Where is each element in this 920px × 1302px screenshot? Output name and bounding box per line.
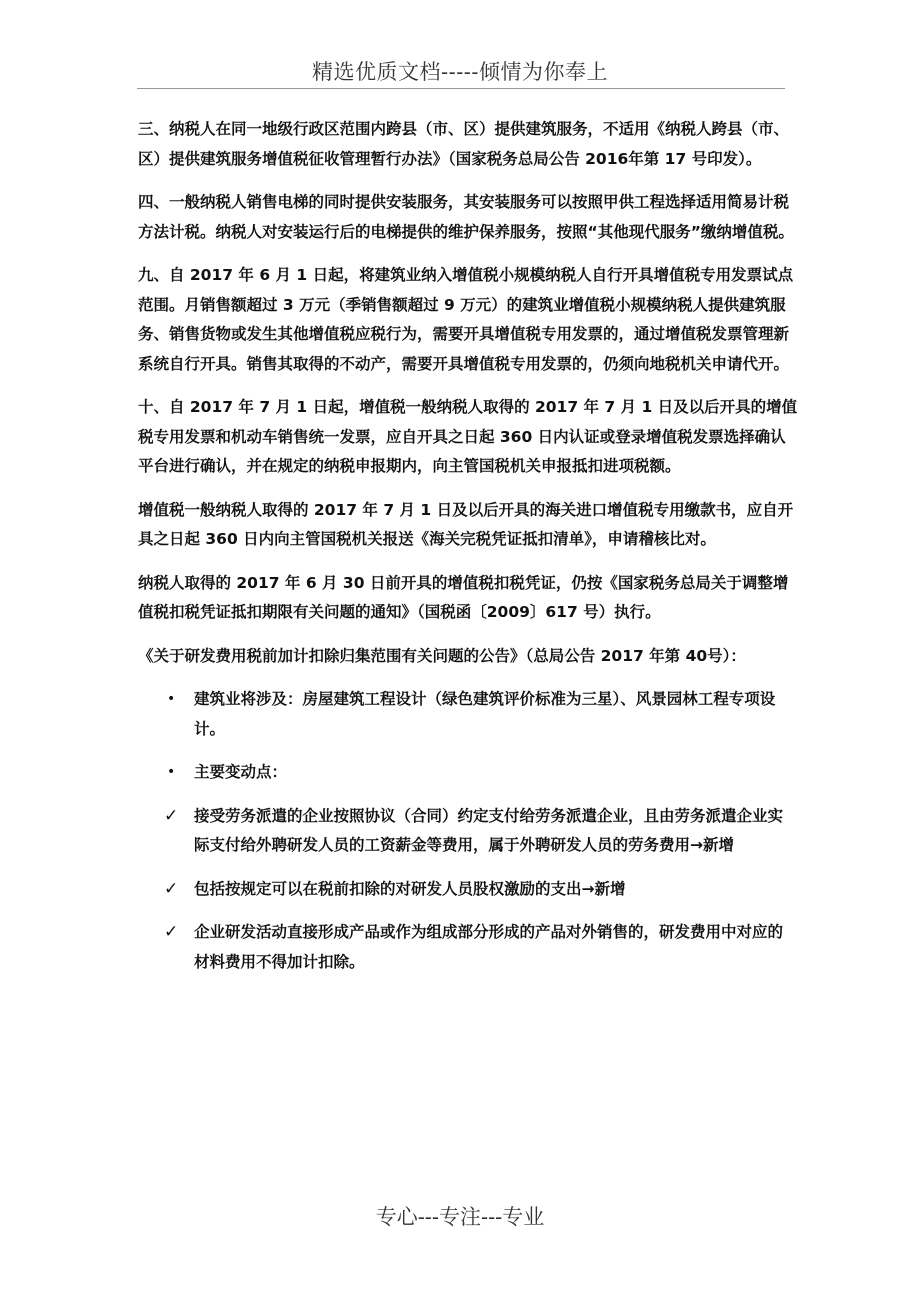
bullet-icon: • <box>167 691 176 707</box>
bullet-icon: • <box>167 764 176 780</box>
page-header: 精选优质文档-----倾情为你奉上 <box>312 60 608 84</box>
bullet-item-construction <box>138 685 798 744</box>
checkmark-icon: ✓ <box>164 922 179 942</box>
document-body <box>138 115 798 991</box>
check-item-text: 包括按规定可以在税前扣除的对研发人员股权激励的支出→新增 <box>194 879 626 898</box>
paragraph-item-10: 十、自 2017 年 7 月 1 日起，增值税一般纳税人取得的 2017 年 7 月 1 日及以后开具的增值税专用发票和机动车销售统一发票，应自开具之日起 360 日内认证或登录增值税发票选择确认平台进行确认，并在规定的纳税申报期内，向主管国税机关申报抵扣进项税额。 <box>138 398 798 475</box>
bullet-item-main-changes <box>138 758 798 788</box>
paragraph-rd-announcement: 《关于研发费用税前加计扣除归集范围有关问题的公告》（总局公告 2017 年第 40号）： <box>138 646 746 665</box>
check-item-labor-dispatch <box>138 802 798 861</box>
header-divider <box>137 88 785 89</box>
paragraph-item-4: 四、一般纳税人销售电梯的同时提供安装服务，其安装服务可以按照甲供工程选择适用简易计税方法计税。纳税人对安装运行后的电梯提供的维护保养服务，按照“其他现代服务”缴纳增值税。 <box>138 193 794 241</box>
paragraph-deduction-voucher: 纳税人取得的 2017 年 6 月 30 日前开具的增值税扣税凭证，仍按《国家税务总局关于调整增值税扣税凭证抵扣期限有关问题的通知》（国税函〔2009〕617 号）执行。 <box>138 573 789 621</box>
paragraph-item-9: 九、自 2017 年 6 月 1 日起，将建筑业纳入增值税小规模纳税人自行开具增值税专用发票试点范围。月销售额超过 3 万元（季销售额超过 9 万元）的建筑业增值税小规模纳税人提供建筑服务、销售货物或发生其他增值税应税行为，需要开具增值税专用发票的，通过增值税发票管理新系统自行开具。销售其取得的不动产，需要开具增值税专用发票的，仍须向地税机关申请代开。 <box>138 266 794 373</box>
page-footer: 专心---专注---专业 <box>375 1205 545 1229</box>
check-item-material-cost <box>138 918 798 977</box>
bullet-item-text: 主要变动点： <box>194 763 288 781</box>
checkmark-icon: ✓ <box>164 878 179 899</box>
check-item-text: 接受劳务派遣的企业按照协议（合同）约定支付给劳务派遣企业，且由劳务派遣企业实际支付给外聘研发人员的工资薪金等费用，属于外聘研发人员的劳务费用→新增 <box>194 806 784 854</box>
bullet-item-text: 建筑业将涉及：房屋建筑工程设计（绿色建筑评价标准为三星）、风景园林工程专项设计。 <box>194 690 776 738</box>
check-item-equity-incentive <box>138 875 798 905</box>
checkmark-icon: ✓ <box>164 805 179 826</box>
paragraph-customs-invoice: 增值税一般纳税人取得的 2017 年 7 月 1 日及以后开具的海关进口增值税专用缴款书，应自开具之日起 360 日内向主管国税机关报送《海关完税凭证抵扣清单》，申请稽核比对。 <box>138 500 794 548</box>
paragraph-item-3: 三、纳税人在同一地级行政区范围内跨县（市、区）提供建筑服务，不适用《纳税人跨县（市、区）提供建筑服务增值税征收管理暂行办法》（国家税务总局公告 2016年第 17 号印发）。 <box>138 120 790 168</box>
check-item-text: 企业研发活动直接形成产品或作为组成部分形成的产品对外销售的，研发费用中对应的材料费用不得加计扣除。 <box>194 923 784 971</box>
